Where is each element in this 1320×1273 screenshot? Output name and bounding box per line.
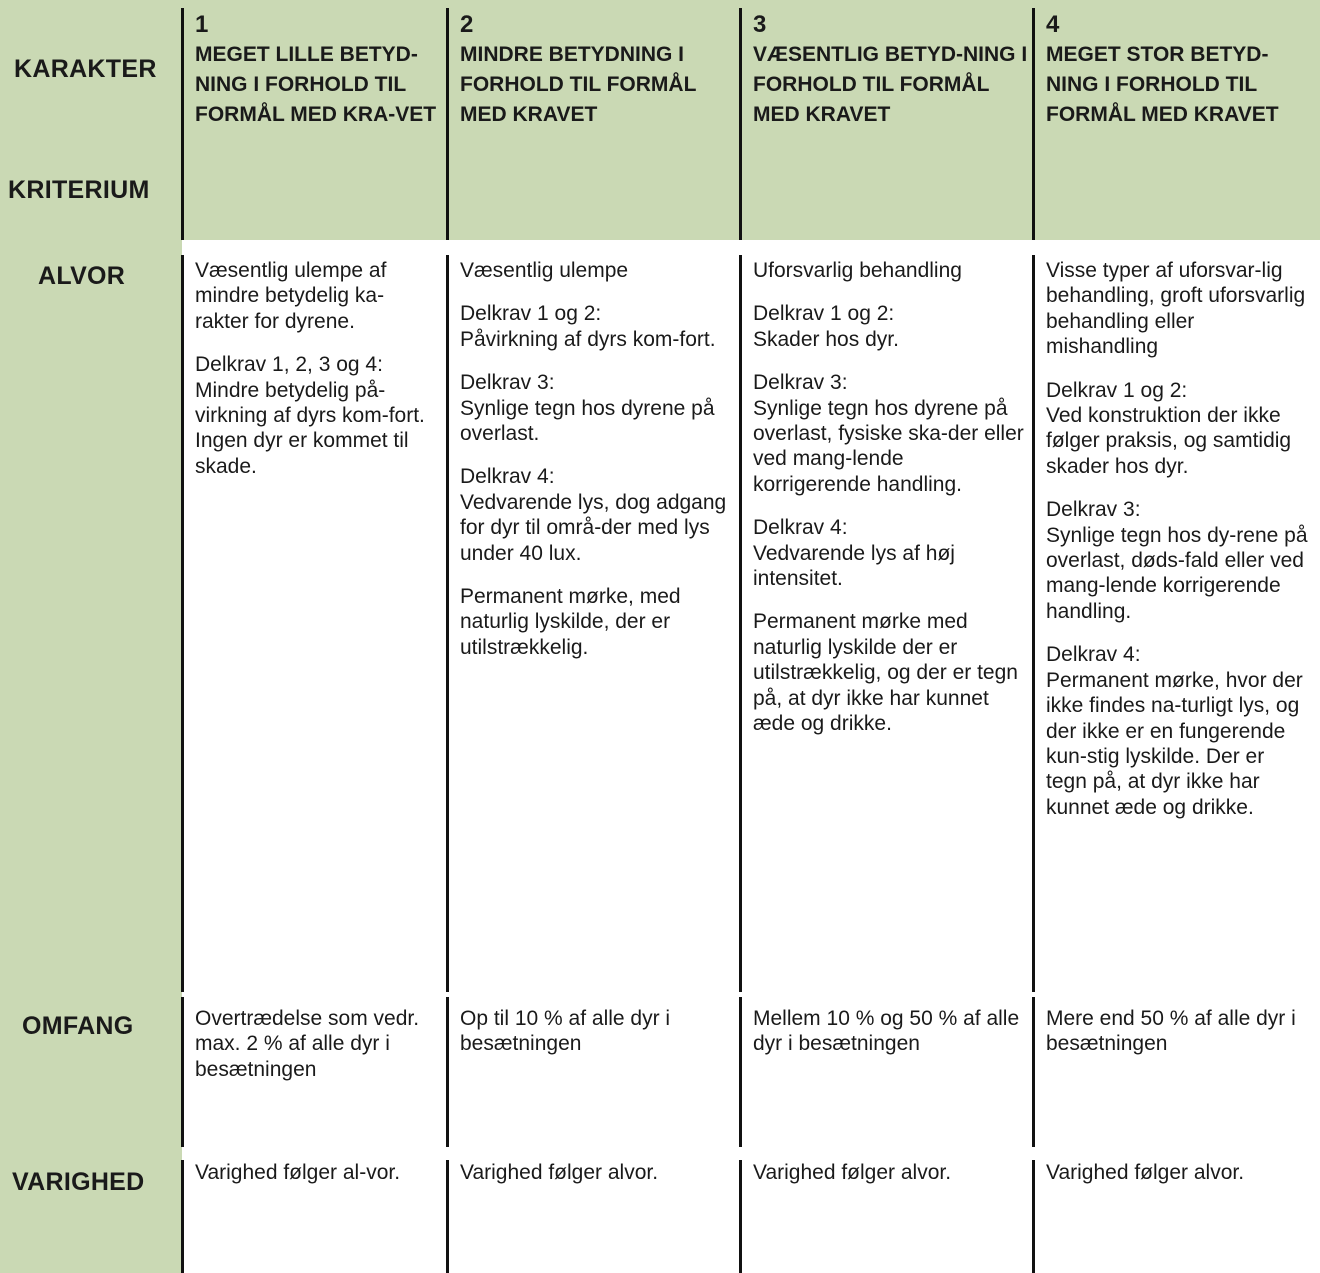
varighed-cell-3: Varighed følger alvor.	[753, 1161, 952, 1184]
divider	[739, 997, 742, 1147]
alvor-entry	[195, 258, 437, 334]
divider	[739, 8, 742, 240]
entry-text: Synlige tegn hos dy-rene på overlast, døds-fald eller ved mang-lende korrigerende handling.	[1046, 523, 1308, 623]
alvor-cell-3	[753, 258, 1025, 755]
alvor-entry	[1046, 378, 1308, 480]
entry-text: Vedvarende lys af høj intensitet.	[753, 541, 955, 591]
entry-title: Delkrav 1 og 2:	[460, 302, 602, 326]
alvor-cell-1	[195, 258, 437, 497]
column-heading-3	[753, 10, 1028, 130]
entry-text: Permanent mørke med naturlig lyskilde der er utilstrækkelig, og der er tegn på, at dyr ikke har kunnet æde og drikke.	[753, 610, 1018, 736]
alvor-entry	[753, 370, 1025, 497]
divider	[739, 1160, 742, 1273]
entry-text: Ved konstruktion der ikke følger praksis, og samtidig skader hos dyr.	[1046, 404, 1292, 478]
alvor-entry	[1046, 497, 1308, 624]
column-title: MINDRE BETYDNING I FORHOLD TIL FORMÅL MED KRAVET	[460, 43, 697, 126]
label-omfang: OMFANG	[22, 1012, 134, 1040]
alvor-entry	[753, 258, 1025, 283]
column-heading-1	[195, 10, 440, 130]
alvor-entry	[460, 464, 732, 566]
divider	[739, 255, 742, 992]
divider	[1032, 997, 1035, 1147]
alvor-cell-2	[460, 258, 732, 678]
omfang-cell-2: Op til 10 % af alle dyr i besætningen	[460, 1007, 671, 1056]
column-number: 3	[753, 11, 767, 38]
entry-title: Delkrav 4:	[460, 465, 555, 489]
alvor-entry	[1046, 642, 1308, 820]
omfang-cell-1: Overtrædelse som vedr. max. 2 % af alle dyr i besætningen	[195, 1007, 420, 1081]
entry-text: Væsentlig ulempe	[460, 259, 629, 282]
omfang-cell-3: Mellem 10 % og 50 % af alle dyr i besætningen	[753, 1007, 1020, 1056]
entry-text: Permanent mørke, med naturlig lyskilde, der er utilstrækkelig.	[460, 585, 681, 659]
divider	[446, 1160, 449, 1273]
entry-title: Delkrav 4:	[753, 516, 848, 540]
label-alvor: ALVOR	[38, 262, 126, 290]
column-title: VÆSENTLIG BETYD-NING I FORHOLD TIL FORMÅL MED KRAVET	[753, 43, 1028, 126]
entry-title: Delkrav 3:	[1046, 498, 1141, 522]
varighed-cell-2: Varighed følger alvor.	[460, 1161, 659, 1184]
alvor-entry	[753, 301, 1025, 352]
alvor-entry	[460, 258, 732, 283]
alvor-entry	[460, 301, 732, 352]
entry-text: Permanent mørke, hvor der ikke findes na-turligt lys, og der ikke er en fungerende kun-stig lyskilde. Der er tegn på, at dyr ikke har kunnet æde og drikke.	[1046, 668, 1303, 819]
entry-title: Delkrav 4:	[1046, 643, 1141, 667]
entry-text: Visse typer af uforsvar-lig behandling, groft uforsvarlig behandling eller mishandling	[1046, 259, 1306, 359]
alvor-entry	[1046, 258, 1308, 360]
label-kriterium: KRITERIUM	[8, 176, 150, 204]
entry-text: Skader hos dyr.	[753, 327, 899, 351]
divider	[1032, 8, 1035, 240]
alvor-entry	[195, 352, 437, 479]
varighed-cell-4: Varighed følger alvor.	[1046, 1161, 1245, 1184]
entry-text: Vedvarende lys, dog adgang for dyr til områ-der med lys under 40 lux.	[460, 490, 727, 565]
label-varighed: VARIGHED	[12, 1168, 145, 1196]
entry-text: Synlige tegn hos dyrene på overlast.	[460, 396, 715, 446]
divider	[181, 255, 184, 992]
column-title: MEGET LILLE BETYD-NING I FORHOLD TIL FORMÅL MED KRA-VET	[195, 43, 437, 126]
omfang-cell-4: Mere end 50 % af alle dyr i besætningen	[1046, 1007, 1296, 1056]
entry-title: Delkrav 1, 2, 3 og 4:	[195, 353, 383, 377]
column-title: MEGET STOR BETYD-NING I FORHOLD TIL FORMÅL MED KRAVET	[1046, 43, 1279, 126]
divider	[446, 255, 449, 992]
divider	[181, 997, 184, 1147]
entry-title: Delkrav 1 og 2:	[753, 302, 895, 326]
column-number: 4	[1046, 11, 1060, 38]
alvor-entry	[460, 370, 732, 446]
divider	[181, 8, 184, 240]
column-number: 1	[195, 11, 209, 38]
entry-title: Delkrav 1 og 2:	[1046, 378, 1188, 402]
divider	[1032, 255, 1035, 992]
varighed-cell-1: Varighed følger al-vor.	[195, 1161, 401, 1184]
alvor-entry	[753, 515, 1025, 591]
alvor-entry	[753, 609, 1025, 736]
entry-text: Påvirkning af dyrs kom-fort.	[460, 327, 716, 351]
column-heading-2	[460, 10, 735, 130]
entry-text: Mindre betydelig på-virkning af dyrs kom-fort. Ingen dyr er kommet til skade.	[195, 378, 425, 478]
entry-text: Uforsvarlig behandling	[753, 259, 962, 282]
label-karakter: KARAKTER	[14, 55, 157, 83]
alvor-entry	[460, 584, 732, 660]
divider	[1032, 1160, 1035, 1273]
divider	[446, 8, 449, 240]
column-number: 2	[460, 11, 474, 38]
entry-text: Synlige tegn hos dyrene på overlast, fysiske ska-der eller ved mang-lende korrigerende handling.	[753, 396, 1024, 496]
entry-title: Delkrav 3:	[753, 371, 848, 395]
entry-title: Delkrav 3:	[460, 371, 555, 395]
divider	[181, 1160, 184, 1273]
entry-text: Væsentlig ulempe af mindre betydelig ka-rakter for dyrene.	[195, 259, 387, 333]
divider	[446, 997, 449, 1147]
alvor-cell-4	[1046, 258, 1308, 838]
column-heading-4	[1046, 10, 1314, 130]
